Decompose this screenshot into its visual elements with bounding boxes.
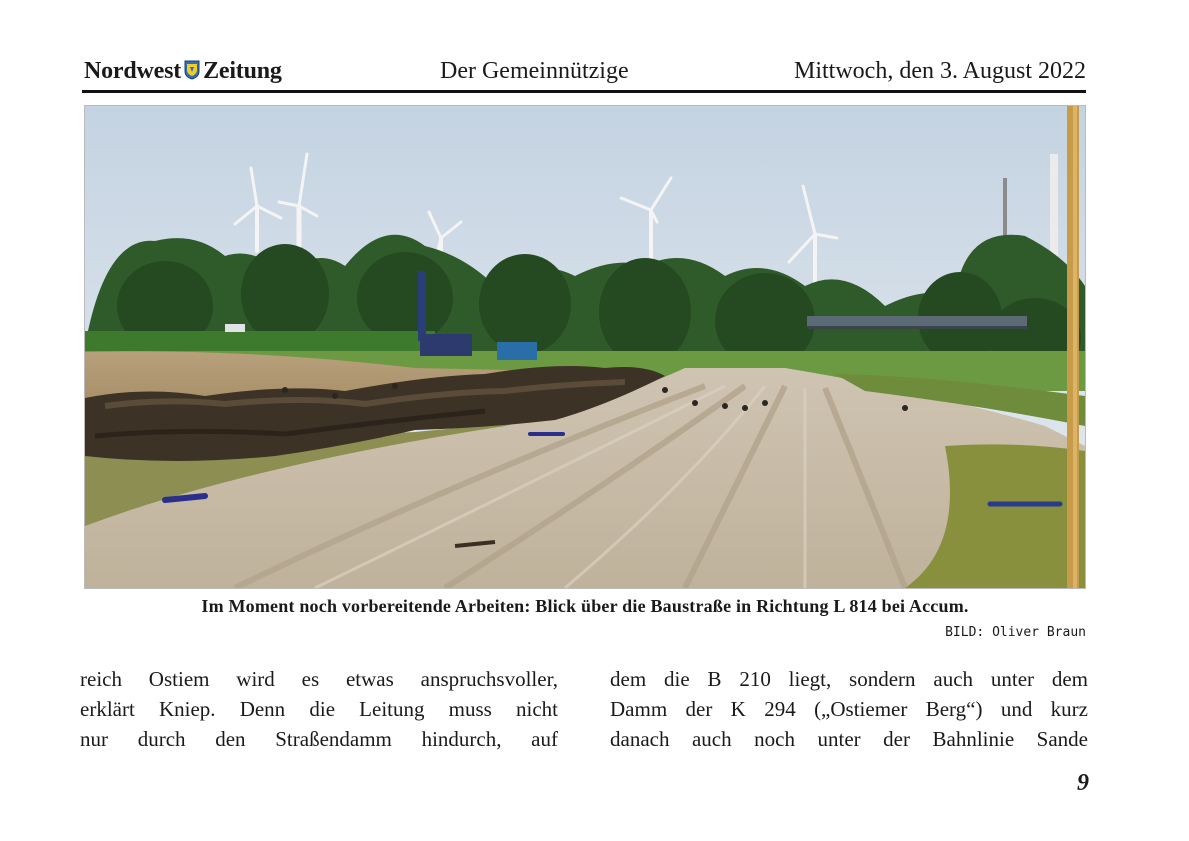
page-header: [84, 58, 1086, 90]
article-line: erklärt Kniep. Denn die Leitung muss nicht: [80, 697, 558, 721]
article-line: reich Ostiem wird es etwas anspruchsvoller,: [80, 667, 558, 691]
news-photo: [84, 105, 1086, 589]
article-line: nur durch den Straßendamm hindurch, auf: [80, 727, 558, 751]
masthead: [84, 58, 282, 87]
photo-credit: BILD: Oliver Braun: [945, 625, 1086, 640]
page-number: 9: [1077, 770, 1089, 796]
header-rule: [82, 90, 1086, 93]
article-column-right: [610, 664, 1088, 754]
masthead-name-right: Zeitung: [203, 58, 282, 84]
article-line: danach auch noch unter der Bahnlinie Sande: [610, 727, 1088, 751]
article-column-left: [80, 664, 558, 754]
masthead-name-left: Nordwest: [84, 58, 182, 84]
photo-caption: Im Moment noch vorbereitende Arbeiten: Blick über die Baustraße in Richtung L 814 bei Accum.: [201, 596, 969, 616]
issue-date: Mittwoch, den 3. August 2022: [794, 58, 1086, 84]
article-line: dem die B 210 liegt, sondern auch unter dem: [610, 667, 1088, 691]
coat-of-arms-icon: [184, 60, 200, 87]
article-line: Damm der K 294 („Ostiemer Berg“) und kurz: [610, 697, 1088, 721]
section-title: Der Gemeinnützige: [440, 58, 629, 84]
